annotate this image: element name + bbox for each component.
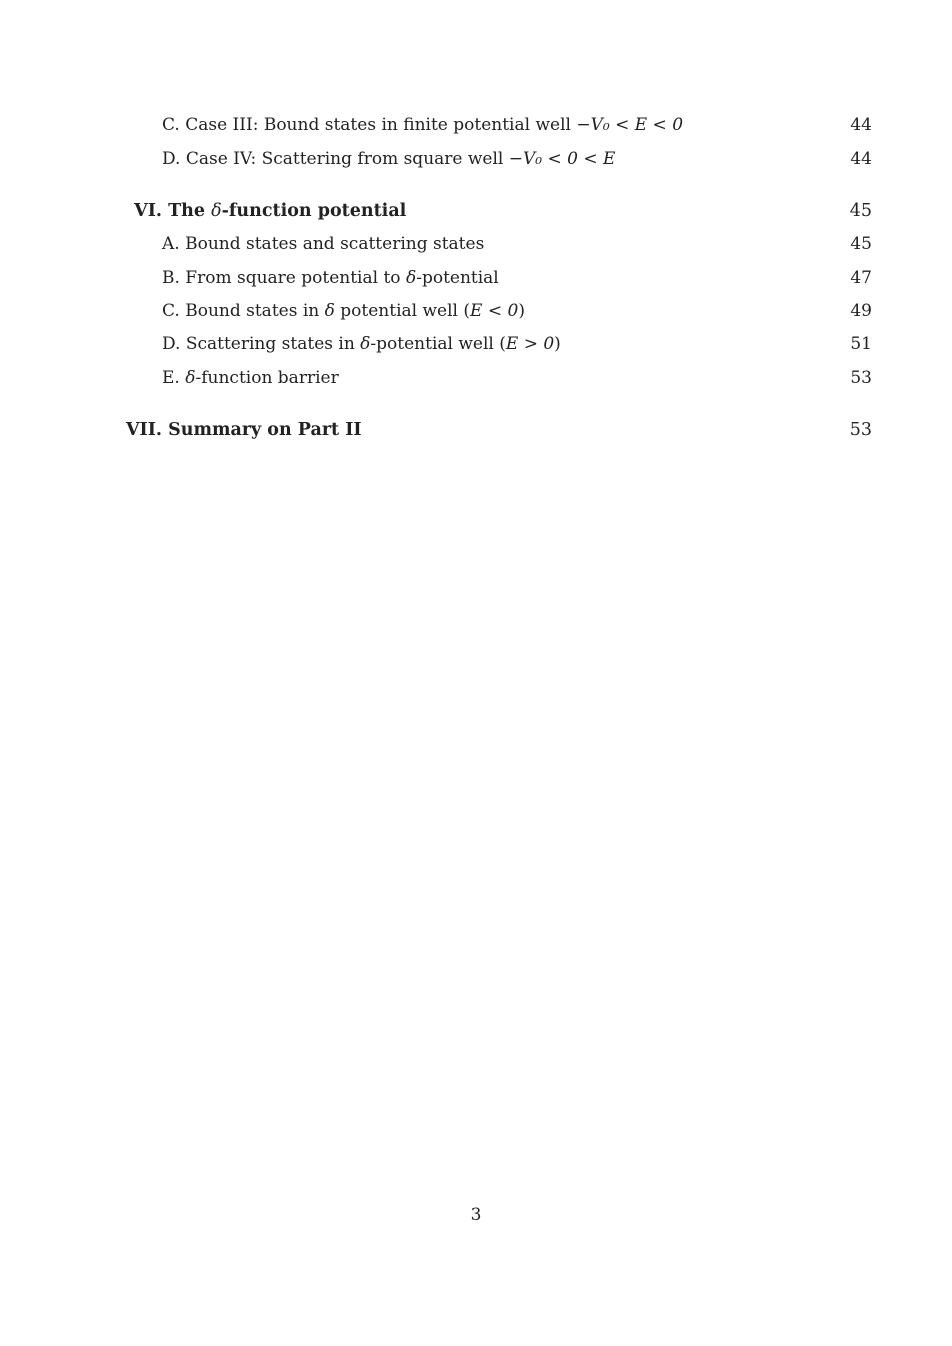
toc-page-number: 45 xyxy=(849,201,872,221)
toc-entry-text-3: ) xyxy=(554,334,561,354)
toc-entry-math: −V₀ < 0 < E xyxy=(508,149,616,169)
toc-entry-label: C. xyxy=(162,301,180,321)
toc-section-title xyxy=(116,199,406,223)
toc-entry-text: From square potential to xyxy=(179,268,406,288)
toc-entry-text-2: -potential xyxy=(416,268,499,288)
toc-page-number: 53 xyxy=(849,420,872,440)
toc-entry-math: δ xyxy=(360,334,371,354)
toc-entry-text-2: -function barrier xyxy=(195,368,339,388)
toc-entry-text: Bound states and scattering states xyxy=(179,234,485,254)
toc-entry-label: E. xyxy=(162,368,180,388)
toc-entry-text: Case III: Bound states in finite potential well xyxy=(179,115,577,135)
toc-entry-math-2: E > 0 xyxy=(505,334,555,354)
toc-page-number: 47 xyxy=(850,268,872,288)
toc-page-number: 49 xyxy=(850,301,872,321)
toc-entry-text: Case IV: Scattering from square well xyxy=(180,149,509,169)
toc-entry-title xyxy=(162,332,561,356)
toc-section-vii[interactable] xyxy=(0,418,952,442)
toc-entry-label: D. xyxy=(162,334,181,354)
toc-entry-label: D. xyxy=(162,149,181,169)
toc-entry-text: Bound states in xyxy=(179,301,325,321)
toc-entry-math-2: E < 0 xyxy=(470,301,519,321)
toc-page-number: 53 xyxy=(850,368,872,388)
toc-entry-math: δ xyxy=(185,368,196,388)
toc-page-number: 44 xyxy=(850,115,872,135)
toc-section-text: The xyxy=(162,201,212,221)
toc-entry-text: Scattering states in xyxy=(180,334,361,354)
toc-entry-vi-a[interactable] xyxy=(0,232,952,256)
toc-entry-vi-b[interactable] xyxy=(0,266,952,290)
toc-entry-title xyxy=(162,147,615,171)
toc-entry-label: C. xyxy=(162,115,180,135)
toc-entry-text-2: -potential well ( xyxy=(370,334,506,354)
toc-entry-text-2: potential well ( xyxy=(334,301,471,321)
toc-page-number: 51 xyxy=(850,334,872,354)
toc-entry-vi-d[interactable] xyxy=(0,332,952,356)
toc-entry-label: A. xyxy=(162,234,180,254)
toc-entry-math: δ xyxy=(405,268,417,288)
toc-entry-label: B. xyxy=(162,268,180,288)
page-number-footer: 3 xyxy=(470,1205,482,1225)
toc-section-label: VI. xyxy=(134,201,162,221)
toc-entry-title xyxy=(162,232,484,256)
toc-entry-math: δ xyxy=(324,301,335,321)
toc-entry-math: −V₀ < E < 0 xyxy=(576,115,684,135)
toc-section-math: δ xyxy=(211,201,222,221)
toc-section-label: VII. xyxy=(125,420,162,440)
toc-entry-case-iv[interactable] xyxy=(0,147,952,171)
toc-page-number: 44 xyxy=(850,149,872,169)
toc-page-number: 45 xyxy=(850,234,872,254)
toc-entry-title xyxy=(162,266,499,290)
toc-entry-vi-c[interactable] xyxy=(0,299,952,323)
toc-section-title xyxy=(116,418,362,442)
toc-entry-title xyxy=(162,366,339,390)
toc-entry-vi-e[interactable] xyxy=(0,366,952,390)
toc-section-text: Summary on Part II xyxy=(162,420,362,440)
toc-section-vi[interactable] xyxy=(0,199,952,223)
toc-entry-text-3: ) xyxy=(518,301,525,321)
toc-section-text-2: -function potential xyxy=(221,201,407,221)
toc-entry-case-iii[interactable] xyxy=(0,113,952,137)
toc-entry-title xyxy=(162,113,683,137)
toc-entry-title xyxy=(162,299,525,323)
